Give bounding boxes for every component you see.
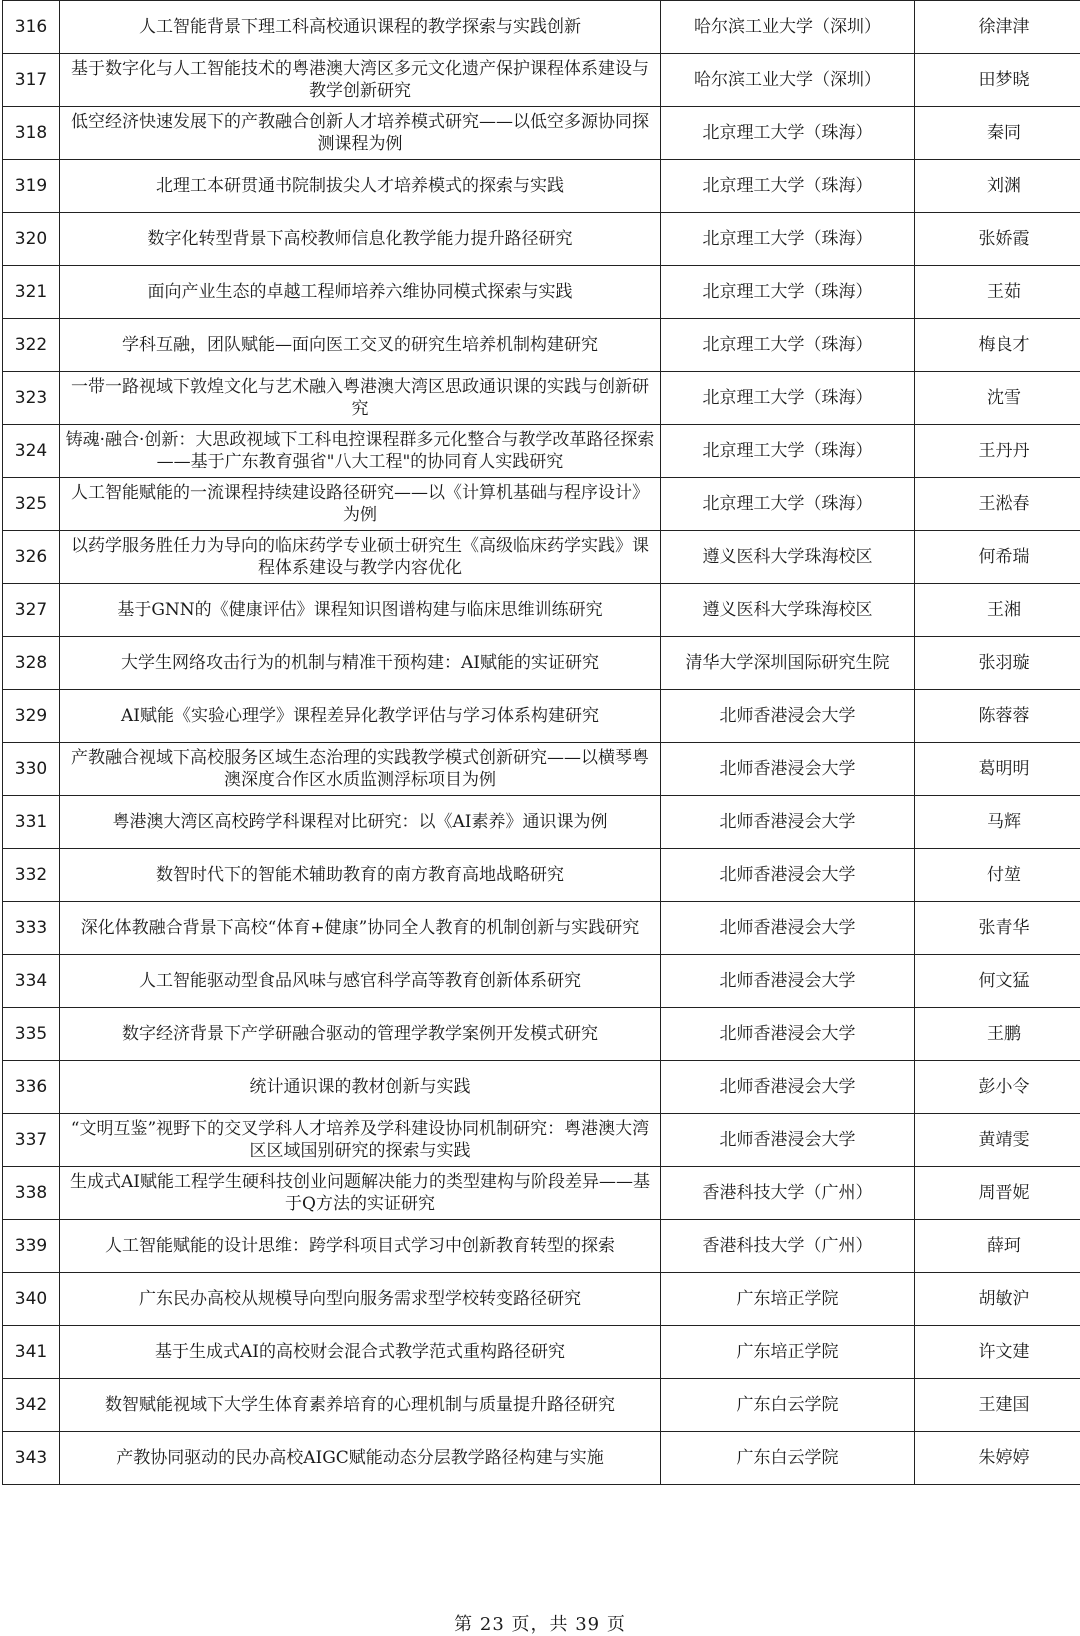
- leader-cell: 何文猛: [915, 955, 1080, 1008]
- institution-cell: 北京理工大学（珠海）: [661, 478, 915, 531]
- table-row: [3, 478, 1080, 531]
- institution-cell: 北京理工大学（珠海）: [661, 160, 915, 213]
- project-title-cell: 基于生成式AI的高校财会混合式教学范式重构路径研究: [60, 1326, 661, 1379]
- leader-cell: 徐津津: [915, 1, 1080, 54]
- leader-cell: 付堃: [915, 849, 1080, 902]
- leader-cell: 秦同: [915, 107, 1080, 160]
- institution-cell: 北师香港浸会大学: [661, 1114, 915, 1167]
- leader-cell: 胡敏沪: [915, 1273, 1080, 1326]
- project-table: [2, 0, 1080, 1485]
- table-row: [3, 690, 1080, 743]
- project-title-cell: 广东民办高校从规模导向型向服务需求型学校转变路径研究: [60, 1273, 661, 1326]
- row-number-cell: 340: [3, 1273, 60, 1326]
- row-number-cell: 320: [3, 213, 60, 266]
- project-title-cell: 以药学服务胜任力为导向的临床药学专业硕士研究生《高级临床药学实践》课程体系建设与教学内容优化: [60, 531, 661, 584]
- project-title-cell: 数字化转型背景下高校教师信息化教学能力提升路径研究: [60, 213, 661, 266]
- leader-cell: 许文建: [915, 1326, 1080, 1379]
- leader-cell: 沈雪: [915, 372, 1080, 425]
- institution-cell: 北京理工大学（珠海）: [661, 425, 915, 478]
- row-number-cell: 331: [3, 796, 60, 849]
- institution-cell: 北京理工大学（珠海）: [661, 107, 915, 160]
- table-row: [3, 1008, 1080, 1061]
- institution-cell: 哈尔滨工业大学（深圳）: [661, 1, 915, 54]
- project-title-cell: 北理工本研贯通书院制拔尖人才培养模式的探索与实践: [60, 160, 661, 213]
- table-row: [3, 849, 1080, 902]
- row-number-cell: 336: [3, 1061, 60, 1114]
- project-title-cell: 产教融合视域下高校服务区域生态治理的实践教学模式创新研究——以横琴粤澳深度合作区水质监测浮标项目为例: [60, 743, 661, 796]
- row-number-cell: 324: [3, 425, 60, 478]
- institution-cell: 北师香港浸会大学: [661, 1008, 915, 1061]
- project-title-cell: 铸魂·融合·创新：大思政视域下工科电控课程群多元化整合与教学改革路径探索——基于广东教育强省"八大工程"的协同育人实践研究: [60, 425, 661, 478]
- table-row: [3, 955, 1080, 1008]
- table-row: [3, 637, 1080, 690]
- leader-cell: 黄靖雯: [915, 1114, 1080, 1167]
- row-number-cell: 334: [3, 955, 60, 1008]
- table-row: [3, 531, 1080, 584]
- row-number-cell: 341: [3, 1326, 60, 1379]
- project-title-cell: 基于数字化与人工智能技术的粤港澳大湾区多元文化遗产保护课程体系建设与教学创新研究: [60, 54, 661, 107]
- project-title-cell: 学科互融，团队赋能—面向医工交叉的研究生培养机制构建研究: [60, 319, 661, 372]
- project-title-cell: 人工智能赋能的设计思维：跨学科项目式学习中创新教育转型的探索: [60, 1220, 661, 1273]
- row-number-cell: 326: [3, 531, 60, 584]
- leader-cell: 王湘: [915, 584, 1080, 637]
- project-title-cell: 生成式AI赋能工程学生硬科技创业问题解决能力的类型建构与阶段差异——基于Q方法的实证研究: [60, 1167, 661, 1220]
- table-row: [3, 1, 1080, 54]
- page-footer: 第 23 页，共 39 页: [0, 1610, 1080, 1636]
- project-title-cell: 大学生网络攻击行为的机制与精准干预构建：AI赋能的实证研究: [60, 637, 661, 690]
- table-row: [3, 160, 1080, 213]
- institution-cell: 北师香港浸会大学: [661, 849, 915, 902]
- leader-cell: 梅良才: [915, 319, 1080, 372]
- institution-cell: 北师香港浸会大学: [661, 955, 915, 1008]
- row-number-cell: 317: [3, 54, 60, 107]
- project-title-cell: 统计通识课的教材创新与实践: [60, 1061, 661, 1114]
- leader-cell: 王茹: [915, 266, 1080, 319]
- row-number-cell: 318: [3, 107, 60, 160]
- project-table-body: [3, 1, 1080, 1485]
- row-number-cell: 343: [3, 1432, 60, 1485]
- project-title-cell: 面向产业生态的卓越工程师培养六维协同模式探索与实践: [60, 266, 661, 319]
- row-number-cell: 327: [3, 584, 60, 637]
- table-row: [3, 1326, 1080, 1379]
- table-row: [3, 902, 1080, 955]
- row-number-cell: 323: [3, 372, 60, 425]
- institution-cell: 香港科技大学（广州）: [661, 1167, 915, 1220]
- institution-cell: 哈尔滨工业大学（深圳）: [661, 54, 915, 107]
- project-title-cell: 一带一路视域下敦煌文化与艺术融入粤港澳大湾区思政通识课的实践与创新研究: [60, 372, 661, 425]
- row-number-cell: 338: [3, 1167, 60, 1220]
- leader-cell: 张青华: [915, 902, 1080, 955]
- table-row: [3, 54, 1080, 107]
- table-row: [3, 743, 1080, 796]
- project-title-cell: 数智赋能视域下大学生体育素养培育的心理机制与质量提升路径研究: [60, 1379, 661, 1432]
- project-title-cell: 基于GNN的《健康评估》课程知识图谱构建与临床思维训练研究: [60, 584, 661, 637]
- leader-cell: 陈蓉蓉: [915, 690, 1080, 743]
- table-row: [3, 1432, 1080, 1485]
- table-row: [3, 1114, 1080, 1167]
- table-row: [3, 1220, 1080, 1273]
- table-row: [3, 372, 1080, 425]
- project-title-cell: 低空经济快速发展下的产教融合创新人才培养模式研究——以低空多源协同探测课程为例: [60, 107, 661, 160]
- institution-cell: 北京理工大学（珠海）: [661, 266, 915, 319]
- institution-cell: 遵义医科大学珠海校区: [661, 584, 915, 637]
- row-number-cell: 328: [3, 637, 60, 690]
- leader-cell: 马辉: [915, 796, 1080, 849]
- leader-cell: 薛珂: [915, 1220, 1080, 1273]
- leader-cell: 王丹丹: [915, 425, 1080, 478]
- project-title-cell: 粤港澳大湾区高校跨学科课程对比研究：以《AI素养》通识课为例: [60, 796, 661, 849]
- project-title-cell: AI赋能《实验心理学》课程差异化教学评估与学习体系构建研究: [60, 690, 661, 743]
- institution-cell: 广东白云学院: [661, 1432, 915, 1485]
- leader-cell: 张娇霞: [915, 213, 1080, 266]
- row-number-cell: 322: [3, 319, 60, 372]
- institution-cell: 北师香港浸会大学: [661, 902, 915, 955]
- row-number-cell: 329: [3, 690, 60, 743]
- institution-cell: 广东培正学院: [661, 1326, 915, 1379]
- row-number-cell: 325: [3, 478, 60, 531]
- institution-cell: 清华大学深圳国际研究生院: [661, 637, 915, 690]
- leader-cell: 王淞春: [915, 478, 1080, 531]
- table-row: [3, 1379, 1080, 1432]
- project-title-cell: 产教协同驱动的民办高校AIGC赋能动态分层教学路径构建与实施: [60, 1432, 661, 1485]
- institution-cell: 北师香港浸会大学: [661, 690, 915, 743]
- table-row: [3, 796, 1080, 849]
- institution-cell: 遵义医科大学珠海校区: [661, 531, 915, 584]
- table-row: [3, 425, 1080, 478]
- leader-cell: 葛明明: [915, 743, 1080, 796]
- leader-cell: 周晋妮: [915, 1167, 1080, 1220]
- table-row: [3, 1167, 1080, 1220]
- row-number-cell: 316: [3, 1, 60, 54]
- row-number-cell: 339: [3, 1220, 60, 1273]
- table-row: [3, 584, 1080, 637]
- row-number-cell: 333: [3, 902, 60, 955]
- table-row: [3, 213, 1080, 266]
- table-row: [3, 1061, 1080, 1114]
- leader-cell: 彭小令: [915, 1061, 1080, 1114]
- leader-cell: 朱婷婷: [915, 1432, 1080, 1485]
- row-number-cell: 330: [3, 743, 60, 796]
- project-title-cell: 深化体教融合背景下高校“体育+健康”协同全人教育的机制创新与实践研究: [60, 902, 661, 955]
- table-row: [3, 266, 1080, 319]
- institution-cell: 香港科技大学（广州）: [661, 1220, 915, 1273]
- leader-cell: 刘渊: [915, 160, 1080, 213]
- table-row: [3, 1273, 1080, 1326]
- row-number-cell: 319: [3, 160, 60, 213]
- project-title-cell: 人工智能赋能的一流课程持续建设路径研究——以《计算机基础与程序设计》为例: [60, 478, 661, 531]
- project-title-cell: 数智时代下的智能术辅助教育的南方教育高地战略研究: [60, 849, 661, 902]
- project-title-cell: 人工智能背景下理工科高校通识课程的教学探索与实践创新: [60, 1, 661, 54]
- project-title-cell: 数字经济背景下产学研融合驱动的管理学教学案例开发模式研究: [60, 1008, 661, 1061]
- institution-cell: 北师香港浸会大学: [661, 743, 915, 796]
- leader-cell: 王建国: [915, 1379, 1080, 1432]
- leader-cell: 张羽璇: [915, 637, 1080, 690]
- institution-cell: 北师香港浸会大学: [661, 1061, 915, 1114]
- institution-cell: 广东培正学院: [661, 1273, 915, 1326]
- row-number-cell: 335: [3, 1008, 60, 1061]
- row-number-cell: 332: [3, 849, 60, 902]
- institution-cell: 北师香港浸会大学: [661, 796, 915, 849]
- project-title-cell: “文明互鉴”视野下的交叉学科人才培养及学科建设协同机制研究：粤港澳大湾区区域国别研究的探索与实践: [60, 1114, 661, 1167]
- project-title-cell: 人工智能驱动型食品风味与感官科学高等教育创新体系研究: [60, 955, 661, 1008]
- row-number-cell: 321: [3, 266, 60, 319]
- institution-cell: 北京理工大学（珠海）: [661, 372, 915, 425]
- leader-cell: 何希瑞: [915, 531, 1080, 584]
- leader-cell: 王鹏: [915, 1008, 1080, 1061]
- row-number-cell: 337: [3, 1114, 60, 1167]
- row-number-cell: 342: [3, 1379, 60, 1432]
- table-row: [3, 107, 1080, 160]
- leader-cell: 田梦晓: [915, 54, 1080, 107]
- institution-cell: 北京理工大学（珠海）: [661, 213, 915, 266]
- institution-cell: 北京理工大学（珠海）: [661, 319, 915, 372]
- table-row: [3, 319, 1080, 372]
- institution-cell: 广东白云学院: [661, 1379, 915, 1432]
